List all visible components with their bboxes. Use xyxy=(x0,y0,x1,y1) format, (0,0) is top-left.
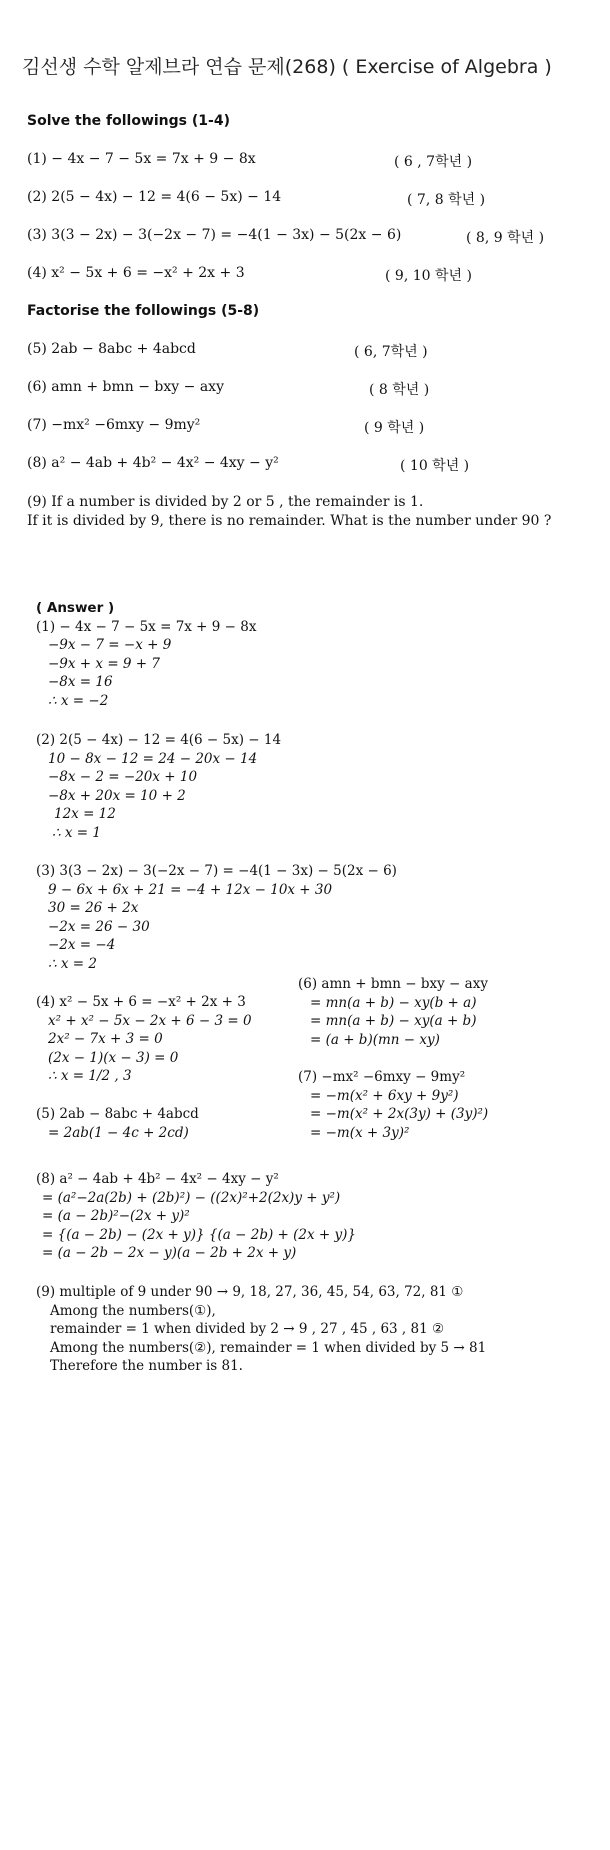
grade-4: ( 9, 10 학년 ) xyxy=(385,268,472,284)
answer-label: ( Answer ) xyxy=(36,600,115,616)
grade-6: ( 8 학년 ) xyxy=(369,382,430,398)
answer-4-line: ∴ x = 1/2 , 3 xyxy=(48,1068,132,1084)
answer-7-line: = −m(x² + 6xy + 9y²) xyxy=(310,1087,459,1104)
answer-4-line: (2x − 1)(x − 3) = 0 xyxy=(48,1049,179,1066)
answer-8 xyxy=(36,1170,356,1263)
answer-2 xyxy=(36,731,281,842)
answer-5-line: (5) 2ab − 8abc + 4abcd xyxy=(36,1106,199,1122)
answer-2-line: −8x + 20x = 10 + 2 xyxy=(48,787,186,804)
answer-3-line: 30 = 26 + 2x xyxy=(48,900,139,916)
answer-2-line: 12x = 12 xyxy=(54,806,116,822)
answer-1-line: (1) − 4x − 7 − 5x = 7x + 9 − 8x xyxy=(36,618,257,635)
question-9-line-1: (9) If a number is divided by 2 or 5 , the remainder is 1. xyxy=(27,494,424,510)
answer-1-line: −9x + x = 9 + 7 xyxy=(48,655,160,672)
answer-3-line: −2x = −4 xyxy=(48,937,116,953)
answer-8-line: (8) a² − 4ab + 4b² − 4x² − 4xy − y² xyxy=(36,1171,279,1187)
question-9 xyxy=(27,493,551,531)
answer-8-line: = (a²−2a(2b) + (2b)²) − ((2x)²+2(2x)y + y²) xyxy=(42,1189,341,1206)
answer-1 xyxy=(36,599,256,710)
grade-2: ( 7, 8 학년 ) xyxy=(407,192,486,208)
answer-7-line: = −m(x² + 2x(3y) + (3y)²) xyxy=(310,1106,489,1122)
answer-3-line: −2x = 26 − 30 xyxy=(48,918,150,935)
question-5: (5) 2ab − 8abc + 4abcd xyxy=(27,341,196,357)
answer-9-line: Therefore the number is 81. xyxy=(50,1358,243,1374)
answer-8-line: = (a − 2b − 2x − y)(a − 2b + 2x + y) xyxy=(42,1245,297,1261)
page-title: 김선생 수학 알제브라 연습 문제(268) ( Exercise of Algebra ) xyxy=(22,56,552,78)
grade-7: ( 9 학년 ) xyxy=(364,420,425,436)
question-1: (1) − 4x − 7 − 5x = 7x + 9 − 8x xyxy=(27,151,256,167)
section-heading-factorise: Factorise the followings (5-8) xyxy=(27,303,260,319)
question-3: (3) 3(3 − 2x) − 3(−2x − 7) = −4(1 − 3x) − 5(2x − 6) xyxy=(27,227,402,243)
grade-8: ( 10 학년 ) xyxy=(400,458,470,474)
answer-1-line: ∴ x = −2 xyxy=(48,692,109,709)
question-4: (4) x² − 5x + 6 = −x² + 2x + 3 xyxy=(27,265,245,281)
question-6: (6) amn + bmn − bxy − axy xyxy=(27,379,224,395)
answer-6 xyxy=(298,975,488,1049)
question-2: (2) 2(5 − 4x) − 12 = 4(6 − 5x) − 14 xyxy=(27,189,282,205)
answer-4-line: x² + x² − 5x − 2x + 6 − 3 = 0 xyxy=(48,1012,252,1029)
answer-9-line: Among the numbers(①), xyxy=(50,1302,216,1319)
answer-7 xyxy=(298,1068,488,1142)
question-8: (8) a² − 4ab + 4b² − 4x² − 4xy − y² xyxy=(27,455,279,471)
answer-8-line: = {(a − 2b) − (2x + y)} {(a − 2b) + (2x + y)} xyxy=(42,1226,356,1243)
answer-6-line: = (a + b)(mn − xy) xyxy=(310,1031,440,1048)
answer-6-line: (6) amn + bmn − bxy − axy xyxy=(298,976,488,992)
answer-3 xyxy=(36,862,397,973)
answer-1-line: −9x − 7 = −x + 9 xyxy=(48,637,172,653)
answer-4-line: 2x² − 7x + 3 = 0 xyxy=(48,1031,163,1047)
answer-3-line: (3) 3(3 − 2x) − 3(−2x − 7) = −4(1 − 3x) − 5(2x − 6) xyxy=(36,863,397,879)
answer-7-line: = −m(x + 3y)² xyxy=(310,1124,410,1141)
section-heading-solve: Solve the followings (1-4) xyxy=(27,113,230,129)
answer-1-line: −8x = 16 xyxy=(48,674,113,690)
answer-2-line: −8x − 2 = −20x + 10 xyxy=(48,769,198,785)
answer-3-line: 9 − 6x + 6x + 21 = −4 + 12x − 10x + 30 xyxy=(48,881,333,898)
answer-9-line: (9) multiple of 9 under 90 → 9, 18, 27, 36, 45, 54, 63, 72, 81 ① xyxy=(36,1284,464,1300)
answer-2-line: 10 − 8x − 12 = 24 − 20x − 14 xyxy=(48,750,258,767)
answer-4-line: (4) x² − 5x + 6 = −x² + 2x + 3 xyxy=(36,994,246,1010)
answer-6-line: = mn(a + b) − xy(a + b) xyxy=(310,1013,477,1029)
grade-1: ( 6 , 7학년 ) xyxy=(394,154,473,170)
grade-3: ( 8, 9 학년 ) xyxy=(466,230,545,246)
question-7: (7) −mx² −6mxy − 9my² xyxy=(27,417,201,433)
answer-2-line: ∴ x = 1 xyxy=(52,824,101,841)
answer-9 xyxy=(36,1283,486,1376)
answer-3-line: ∴ x = 2 xyxy=(48,955,97,972)
answer-5-line: = 2ab(1 − 4c + 2cd) xyxy=(48,1124,189,1141)
answer-4 xyxy=(36,993,252,1086)
answer-9-line: Among the numbers(②), remainder = 1 when divided by 5 → 81 xyxy=(50,1339,487,1356)
answer-6-line: = mn(a + b) − xy(b + a) xyxy=(310,994,477,1011)
answer-2-line: (2) 2(5 − 4x) − 12 = 4(6 − 5x) − 14 xyxy=(36,732,282,748)
grade-5: ( 6, 7학년 ) xyxy=(354,344,428,360)
answer-5 xyxy=(36,1105,199,1142)
answer-7-line: (7) −mx² −6mxy − 9my² xyxy=(298,1069,466,1085)
answer-9-line: remainder = 1 when divided by 2 → 9 , 27 , 45 , 63 , 81 ② xyxy=(50,1321,445,1337)
question-9-line-2: If it is divided by 9, there is no remainder. What is the number under 90 ? xyxy=(27,513,552,529)
answer-8-line: = (a − 2b)²−(2x + y)² xyxy=(42,1208,190,1224)
